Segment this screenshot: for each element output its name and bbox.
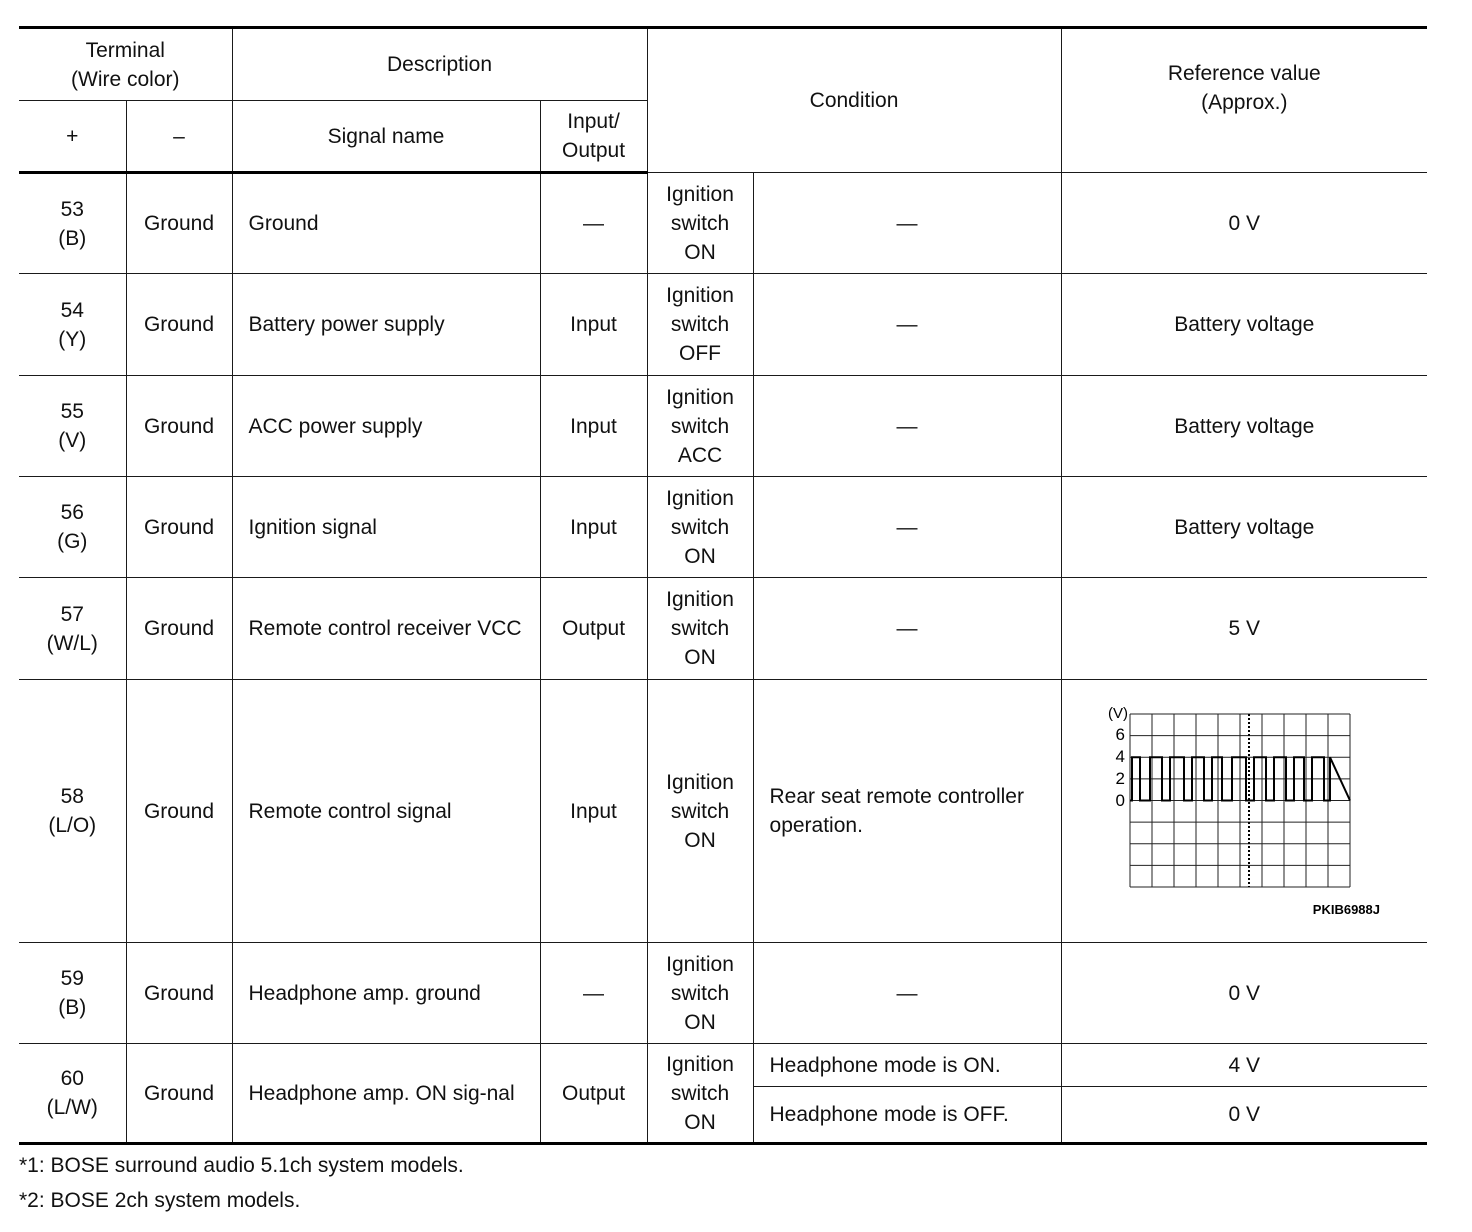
signal-name-cell: Headphone amp. ground xyxy=(232,943,540,1044)
condition-detail-cell: — xyxy=(753,943,1061,1044)
ignition-line1: Ignition xyxy=(666,952,734,976)
waveform-code: PKIB6988J xyxy=(1312,901,1380,917)
ignition-line2: switch xyxy=(670,313,730,336)
wire-color: (B) xyxy=(58,996,87,1019)
reference-waveform-cell xyxy=(1061,680,1427,943)
ignition-line2: switch xyxy=(670,1081,730,1105)
ignition-line1: Ignition xyxy=(666,385,734,409)
terminal-cell xyxy=(19,376,126,477)
condition-detail-cell: — xyxy=(753,274,1061,376)
header-minus: – xyxy=(126,101,232,173)
table-row xyxy=(19,274,1427,376)
table-row xyxy=(19,1044,1427,1087)
condition-detail-cell: Headphone mode is OFF. xyxy=(753,1087,1061,1144)
signal-name-cell: ACC power supply xyxy=(232,376,540,477)
io-cell: — xyxy=(540,943,647,1044)
oscilloscope-waveform xyxy=(1104,704,1394,919)
table-row xyxy=(19,477,1427,578)
terminal-number: 54 xyxy=(60,298,84,322)
terminal-number: 55 xyxy=(60,400,84,423)
ignition-line3: ON xyxy=(684,240,716,264)
ignition-line1: Ignition xyxy=(666,588,734,611)
terminal-spec-table xyxy=(19,26,1427,1145)
ignition-line3: ACC xyxy=(677,443,723,467)
signal-name-cell: Headphone amp. ON sig-nal xyxy=(232,1044,540,1144)
header-condition: Condition xyxy=(647,28,1061,173)
signal-name-cell: Ignition signal xyxy=(232,477,540,578)
table-row xyxy=(19,376,1427,477)
signal-name-cell: Ground xyxy=(232,173,540,274)
ignition-cell xyxy=(647,1044,753,1144)
ignition-line1: Ignition xyxy=(666,486,734,510)
waveform-tick-4: 4 xyxy=(1115,746,1125,766)
io-cell: — xyxy=(540,173,647,274)
io-cell: Output xyxy=(540,578,647,680)
waveform-tick-6: 6 xyxy=(1115,724,1125,744)
io-cell: Output xyxy=(540,1044,647,1144)
header-reference-value xyxy=(1061,28,1427,173)
ignition-cell xyxy=(647,173,753,274)
ignition-line3: ON xyxy=(684,1010,716,1034)
header-description: Description xyxy=(232,28,647,101)
ignition-line1: Ignition xyxy=(666,1052,734,1076)
header-terminal-label: Terminal xyxy=(85,38,165,62)
condition-detail-cell: — xyxy=(753,376,1061,477)
reference-cell: Battery voltage xyxy=(1061,376,1427,477)
reference-cell: 5 V xyxy=(1061,578,1427,680)
ignition-cell xyxy=(647,943,753,1044)
terminal-cell xyxy=(19,1044,126,1144)
header-plus: + xyxy=(19,101,126,173)
ground-cell: Ground xyxy=(126,274,232,376)
terminal-cell xyxy=(19,274,126,376)
waveform-tick-2: 2 xyxy=(1115,768,1125,788)
waveform-tick-0: 0 xyxy=(1115,790,1125,810)
table-row xyxy=(19,173,1427,274)
ground-cell: Ground xyxy=(126,477,232,578)
footnote-2: *2: BOSE 2ch system models. xyxy=(19,1189,301,1212)
ignition-cell xyxy=(647,477,753,578)
terminal-cell xyxy=(19,477,126,578)
ground-cell: Ground xyxy=(126,943,232,1044)
ignition-line3: ON xyxy=(684,646,716,669)
wire-color: (L/W) xyxy=(46,1096,98,1119)
terminal-cell xyxy=(19,680,126,943)
header-input-output xyxy=(540,101,647,173)
wire-color: (G) xyxy=(57,530,88,553)
terminal-cell xyxy=(19,578,126,680)
ground-cell: Ground xyxy=(126,578,232,680)
header-wire-color-label: (Wire color) xyxy=(71,67,180,91)
terminal-number: 60 xyxy=(60,1067,84,1090)
ignition-line3: ON xyxy=(684,544,716,568)
ignition-line2: switch xyxy=(670,515,730,539)
ground-cell: Ground xyxy=(126,173,232,274)
ignition-line2: switch xyxy=(670,414,730,438)
terminal-number: 58 xyxy=(60,785,84,808)
ignition-line1: Ignition xyxy=(666,284,734,307)
ignition-line3: ON xyxy=(684,828,716,852)
condition-detail-cell: Rear seat remote controller operation. xyxy=(753,680,1061,943)
reference-cell: 4 V xyxy=(1061,1044,1427,1087)
condition-detail-cell: — xyxy=(753,578,1061,680)
footnotes xyxy=(19,1148,464,1218)
condition-detail-cell: — xyxy=(753,477,1061,578)
wire-color: (Y) xyxy=(58,327,87,351)
io-cell: Input xyxy=(540,680,647,943)
ignition-cell xyxy=(647,680,753,943)
footnote-1: *1: BOSE surround audio 5.1ch system models. xyxy=(19,1154,464,1177)
signal-name-cell: Remote control receiver VCC xyxy=(232,578,540,680)
ground-cell: Ground xyxy=(126,680,232,943)
table-row xyxy=(19,578,1427,680)
ignition-line2: switch xyxy=(670,211,730,235)
wire-color: (L/O) xyxy=(48,814,97,837)
condition-detail-cell: Headphone mode is ON. xyxy=(753,1044,1061,1087)
terminal-number: 59 xyxy=(60,967,84,990)
reference-cell: 0 V xyxy=(1061,173,1427,274)
condition-detail-cell: — xyxy=(753,173,1061,274)
io-cell: Input xyxy=(540,477,647,578)
table-row xyxy=(19,943,1427,1044)
ignition-line2: switch xyxy=(670,981,730,1005)
wire-color: (V) xyxy=(58,429,87,452)
reference-cell: 0 V xyxy=(1061,943,1427,1044)
header-io-line2: Output xyxy=(561,139,626,162)
reference-cell: Battery voltage xyxy=(1061,477,1427,578)
terminal-number: 53 xyxy=(60,197,84,221)
reference-cell: Battery voltage xyxy=(1061,274,1427,376)
ignition-line1: Ignition xyxy=(666,182,734,206)
terminal-cell xyxy=(19,173,126,274)
io-cell: Input xyxy=(540,274,647,376)
header-signal-name: Signal name xyxy=(232,101,540,173)
ignition-line1: Ignition xyxy=(666,770,734,794)
table-row xyxy=(19,680,1427,943)
header-approx-label: (Approx.) xyxy=(1201,90,1288,114)
ignition-cell xyxy=(647,578,753,680)
terminal-cell xyxy=(19,943,126,1044)
header-io-line1: Input/ xyxy=(567,110,620,133)
signal-name-cell: Battery power supply xyxy=(232,274,540,376)
waveform-unit-label: (V) xyxy=(1107,704,1128,722)
ignition-line3: OFF xyxy=(679,342,722,365)
ignition-line2: switch xyxy=(670,799,730,823)
wire-color: (B) xyxy=(58,226,87,250)
ignition-line3: ON xyxy=(684,1110,716,1134)
io-cell: Input xyxy=(540,376,647,477)
ignition-cell xyxy=(647,376,753,477)
ignition-cell xyxy=(647,274,753,376)
header-terminal xyxy=(19,28,232,101)
header-reference-label: Reference value xyxy=(1167,61,1321,85)
terminal-number: 57 xyxy=(60,602,84,626)
terminal-number: 56 xyxy=(60,501,84,524)
wire-color: (W/L) xyxy=(46,631,98,655)
ignition-line2: switch xyxy=(670,617,730,640)
ground-cell: Ground xyxy=(126,1044,232,1144)
ground-cell: Ground xyxy=(126,376,232,477)
reference-cell: 0 V xyxy=(1061,1087,1427,1144)
signal-name-cell: Remote control signal xyxy=(232,680,540,943)
